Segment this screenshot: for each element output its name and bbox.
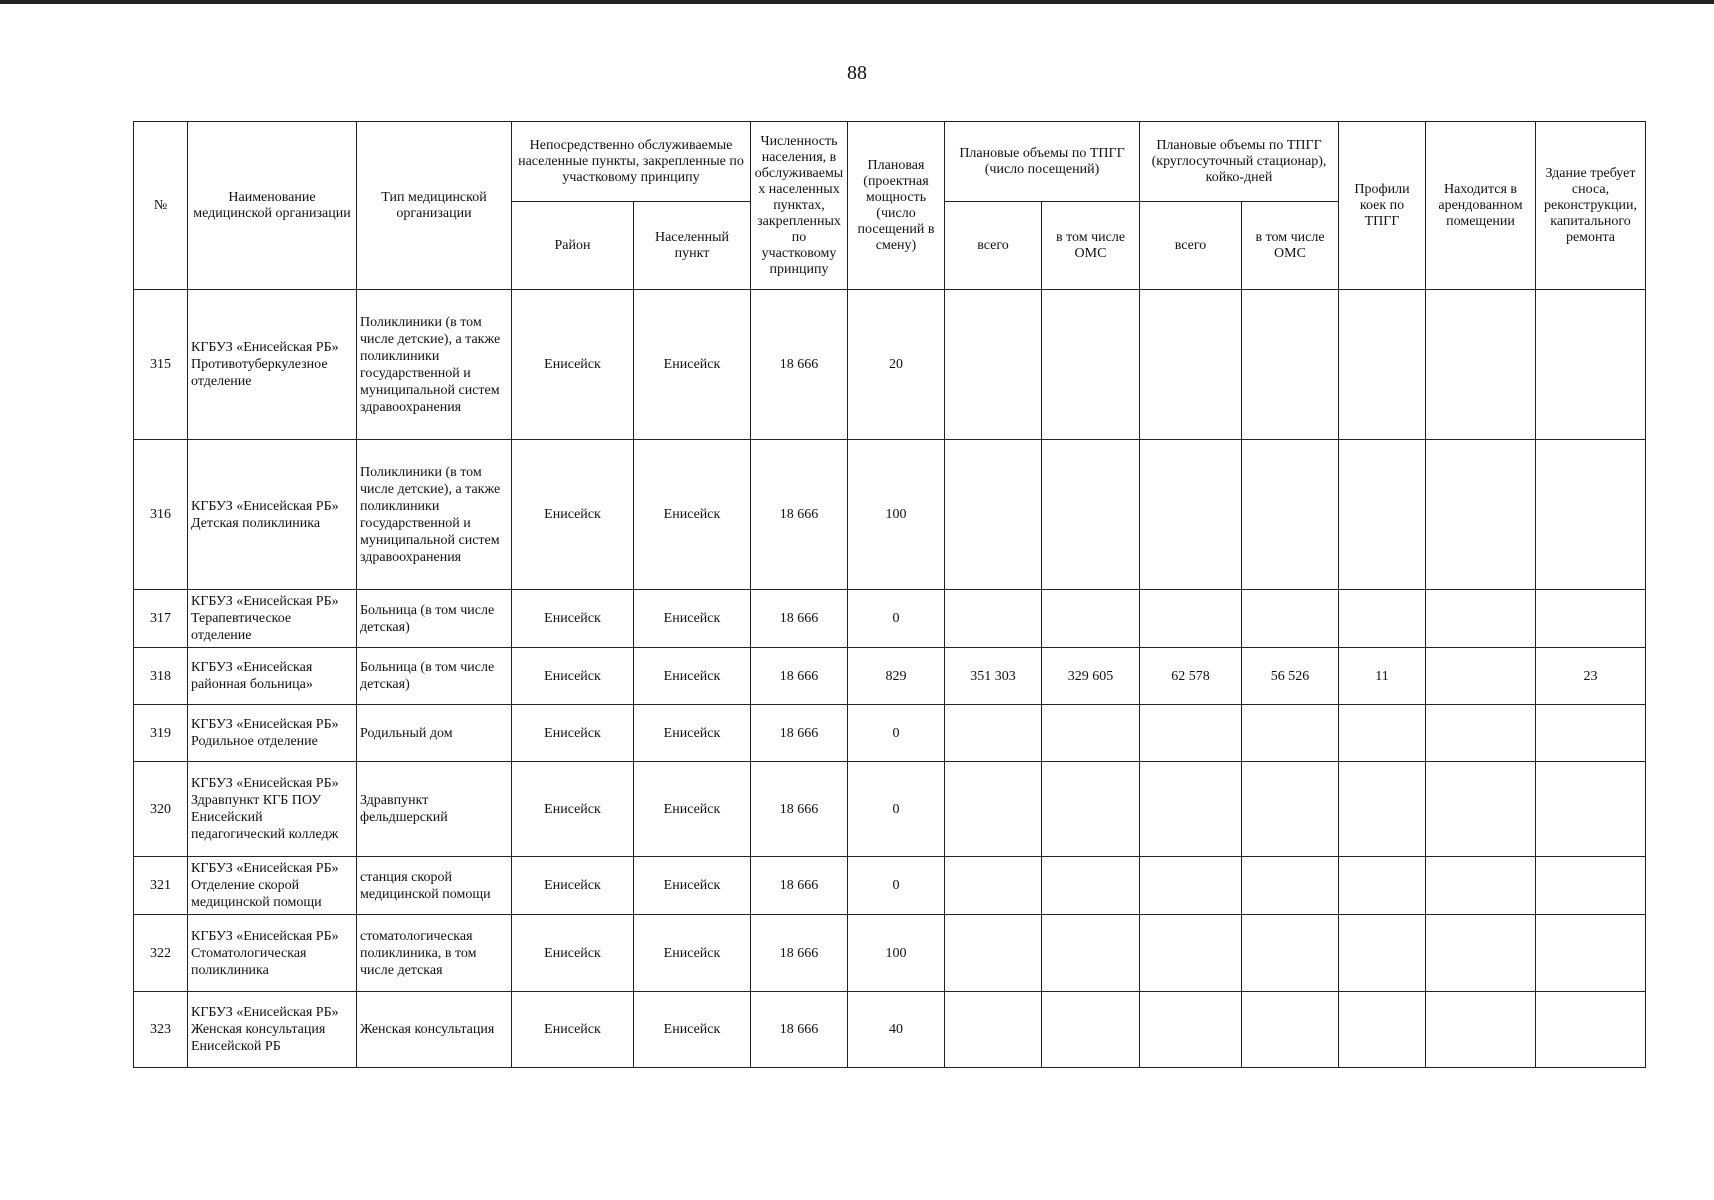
row-profiles bbox=[1339, 440, 1426, 590]
header-no: № bbox=[134, 122, 188, 290]
row-visits-oms bbox=[1042, 857, 1140, 915]
row-visits-total: 351 303 bbox=[945, 648, 1042, 705]
table-row bbox=[134, 992, 1646, 1068]
table-row bbox=[134, 857, 1646, 915]
row-profiles bbox=[1339, 590, 1426, 648]
row-profiles bbox=[1339, 915, 1426, 992]
row-rented bbox=[1426, 992, 1536, 1068]
row-settlement: Енисейск bbox=[634, 762, 751, 857]
top-rule bbox=[0, 0, 1714, 4]
row-population: 18 666 bbox=[751, 992, 848, 1068]
row-no: 317 bbox=[134, 590, 188, 648]
row-org-name: КГБУЗ «Енисейская РБ» Противотуберкулезное отделение bbox=[188, 290, 357, 440]
header-org-type: Тип медицинской организации bbox=[357, 122, 512, 290]
row-rented bbox=[1426, 705, 1536, 762]
row-demolition bbox=[1536, 705, 1646, 762]
row-district: Енисейск bbox=[512, 440, 634, 590]
row-org-type: Родильный дом bbox=[357, 705, 512, 762]
row-settlement: Енисейск bbox=[634, 590, 751, 648]
row-settlement: Енисейск bbox=[634, 705, 751, 762]
row-district: Енисейск bbox=[512, 705, 634, 762]
row-no: 322 bbox=[134, 915, 188, 992]
row-beds-total bbox=[1140, 290, 1242, 440]
row-district: Енисейск bbox=[512, 762, 634, 857]
table-row bbox=[134, 440, 1646, 590]
row-demolition bbox=[1536, 857, 1646, 915]
page-number: 88 bbox=[847, 62, 867, 84]
row-population: 18 666 bbox=[751, 705, 848, 762]
row-org-name: КГБУЗ «Енисейская районная больница» bbox=[188, 648, 357, 705]
row-no: 323 bbox=[134, 992, 188, 1068]
row-demolition bbox=[1536, 290, 1646, 440]
row-profiles bbox=[1339, 762, 1426, 857]
row-rented bbox=[1426, 762, 1536, 857]
row-demolition bbox=[1536, 762, 1646, 857]
row-org-type: станция скорой медицинской помощи bbox=[357, 857, 512, 915]
header-demolition: Здание требует сноса, реконструкции, капитального ремонта bbox=[1536, 122, 1646, 290]
table-row bbox=[134, 915, 1646, 992]
row-profiles bbox=[1339, 705, 1426, 762]
row-district: Енисейск bbox=[512, 915, 634, 992]
row-org-type: Женская консультация bbox=[357, 992, 512, 1068]
row-visits-oms: 329 605 bbox=[1042, 648, 1140, 705]
row-beds-total bbox=[1140, 705, 1242, 762]
row-org-type: Здравпункт фельдшерский bbox=[357, 762, 512, 857]
row-rented bbox=[1426, 440, 1536, 590]
row-visits-total bbox=[945, 762, 1042, 857]
row-no: 320 bbox=[134, 762, 188, 857]
row-population: 18 666 bbox=[751, 857, 848, 915]
row-beds-oms bbox=[1242, 590, 1339, 648]
row-demolition bbox=[1536, 590, 1646, 648]
row-district: Енисейск bbox=[512, 648, 634, 705]
row-org-name: КГБУЗ «Енисейская РБ» Стоматологическая поликлиника bbox=[188, 915, 357, 992]
row-visits-total bbox=[945, 857, 1042, 915]
row-beds-oms: 56 526 bbox=[1242, 648, 1339, 705]
row-capacity: 0 bbox=[848, 705, 945, 762]
header-beds-group: Плановые объемы по ТПГГ (круглосуточный стационар), койко-дней bbox=[1140, 122, 1339, 202]
header-profiles: Профили коек по ТПГГ bbox=[1339, 122, 1426, 290]
row-no: 318 bbox=[134, 648, 188, 705]
row-beds-total bbox=[1140, 915, 1242, 992]
row-visits-total bbox=[945, 992, 1042, 1068]
header-population: Численность населения, в обслуживаемых населенных пунктах, закрепленных по участковому принципу bbox=[751, 122, 848, 290]
row-capacity: 100 bbox=[848, 915, 945, 992]
row-org-name: КГБУЗ «Енисейская РБ» Терапевтическое отделение bbox=[188, 590, 357, 648]
medical-organizations-table bbox=[133, 121, 1646, 1068]
header-org-name: Наименование медицинской организации bbox=[188, 122, 357, 290]
row-beds-oms bbox=[1242, 705, 1339, 762]
row-beds-oms bbox=[1242, 440, 1339, 590]
row-visits-total bbox=[945, 290, 1042, 440]
row-no: 321 bbox=[134, 857, 188, 915]
header-rented: Находится в арендованном помещении bbox=[1426, 122, 1536, 290]
row-visits-total bbox=[945, 915, 1042, 992]
row-visits-oms bbox=[1042, 440, 1140, 590]
row-beds-oms bbox=[1242, 915, 1339, 992]
table-row bbox=[134, 590, 1646, 648]
header-settlement: Населенный пункт bbox=[634, 202, 751, 290]
header-visits-total: всего bbox=[945, 202, 1042, 290]
row-profiles bbox=[1339, 857, 1426, 915]
row-visits-oms bbox=[1042, 290, 1140, 440]
row-population: 18 666 bbox=[751, 762, 848, 857]
row-org-name: КГБУЗ «Енисейская РБ» Отделение скорой медицинской помощи bbox=[188, 857, 357, 915]
row-beds-total bbox=[1140, 992, 1242, 1068]
row-population: 18 666 bbox=[751, 290, 848, 440]
row-beds-total: 62 578 bbox=[1140, 648, 1242, 705]
row-no: 319 bbox=[134, 705, 188, 762]
row-org-type: стоматологическая поликлиника, в том числе детская bbox=[357, 915, 512, 992]
row-settlement: Енисейск bbox=[634, 915, 751, 992]
row-district: Енисейск bbox=[512, 857, 634, 915]
header-visits-group: Плановые объемы по ТПГГ (число посещений) bbox=[945, 122, 1140, 202]
row-org-name: КГБУЗ «Енисейская РБ» Детская поликлиника bbox=[188, 440, 357, 590]
row-visits-total bbox=[945, 590, 1042, 648]
row-rented bbox=[1426, 290, 1536, 440]
row-profiles bbox=[1339, 290, 1426, 440]
row-district: Енисейск bbox=[512, 992, 634, 1068]
row-visits-total bbox=[945, 705, 1042, 762]
row-org-type: Больница (в том числе детская) bbox=[357, 648, 512, 705]
row-demolition bbox=[1536, 992, 1646, 1068]
row-visits-total bbox=[945, 440, 1042, 590]
row-rented bbox=[1426, 590, 1536, 648]
row-capacity: 0 bbox=[848, 590, 945, 648]
header-beds-oms: в том числе ОМС bbox=[1242, 202, 1339, 290]
row-beds-oms bbox=[1242, 857, 1339, 915]
row-population: 18 666 bbox=[751, 648, 848, 705]
row-district: Енисейск bbox=[512, 290, 634, 440]
row-rented bbox=[1426, 648, 1536, 705]
row-settlement: Енисейск bbox=[634, 648, 751, 705]
row-district: Енисейск bbox=[512, 590, 634, 648]
row-beds-oms bbox=[1242, 992, 1339, 1068]
header-district: Район bbox=[512, 202, 634, 290]
row-profiles bbox=[1339, 992, 1426, 1068]
row-rented bbox=[1426, 915, 1536, 992]
row-beds-oms bbox=[1242, 762, 1339, 857]
row-visits-oms bbox=[1042, 705, 1140, 762]
row-profiles: 11 bbox=[1339, 648, 1426, 705]
row-org-type: Поликлиники (в том числе детские), а также поликлиники государственной и муниципальной систем здравоохранения bbox=[357, 290, 512, 440]
table-row bbox=[134, 705, 1646, 762]
row-beds-total bbox=[1140, 590, 1242, 648]
row-visits-oms bbox=[1042, 762, 1140, 857]
row-settlement: Енисейск bbox=[634, 992, 751, 1068]
row-demolition: 23 bbox=[1536, 648, 1646, 705]
row-settlement: Енисейск bbox=[634, 857, 751, 915]
row-visits-oms bbox=[1042, 992, 1140, 1068]
row-rented bbox=[1426, 857, 1536, 915]
row-visits-oms bbox=[1042, 590, 1140, 648]
row-settlement: Енисейск bbox=[634, 440, 751, 590]
table-row bbox=[134, 290, 1646, 440]
row-no: 315 bbox=[134, 290, 188, 440]
row-capacity: 829 bbox=[848, 648, 945, 705]
row-settlement: Енисейск bbox=[634, 290, 751, 440]
row-visits-oms bbox=[1042, 915, 1140, 992]
row-capacity: 0 bbox=[848, 762, 945, 857]
row-beds-total bbox=[1140, 762, 1242, 857]
row-org-name: КГБУЗ «Енисейская РБ» Женская консультация Енисейской РБ bbox=[188, 992, 357, 1068]
header-capacity: Плановая (проектная мощность (число посещений в смену) bbox=[848, 122, 945, 290]
row-org-name: КГБУЗ «Енисейская РБ» Родильное отделение bbox=[188, 705, 357, 762]
row-org-type: Поликлиники (в том числе детские), а также поликлиники государственной и муниципальной систем здравоохранения bbox=[357, 440, 512, 590]
row-demolition bbox=[1536, 915, 1646, 992]
row-population: 18 666 bbox=[751, 915, 848, 992]
row-capacity: 20 bbox=[848, 290, 945, 440]
row-beds-total bbox=[1140, 440, 1242, 590]
row-beds-oms bbox=[1242, 290, 1339, 440]
header-visits-oms: в том числе ОМС bbox=[1042, 202, 1140, 290]
table-row bbox=[134, 648, 1646, 705]
row-org-name: КГБУЗ «Енисейская РБ» Здравпункт КГБ ПОУ Енисейский педагогический колледж bbox=[188, 762, 357, 857]
row-no: 316 bbox=[134, 440, 188, 590]
row-capacity: 0 bbox=[848, 857, 945, 915]
row-beds-total bbox=[1140, 857, 1242, 915]
row-population: 18 666 bbox=[751, 440, 848, 590]
header-beds-total: всего bbox=[1140, 202, 1242, 290]
row-population: 18 666 bbox=[751, 590, 848, 648]
row-capacity: 40 bbox=[848, 992, 945, 1068]
table-row bbox=[134, 762, 1646, 857]
row-demolition bbox=[1536, 440, 1646, 590]
header-served-settlements: Непосредственно обслуживаемые населенные пункты, закрепленные по участковому принципу bbox=[512, 122, 751, 202]
row-capacity: 100 bbox=[848, 440, 945, 590]
row-org-type: Больница (в том числе детская) bbox=[357, 590, 512, 648]
